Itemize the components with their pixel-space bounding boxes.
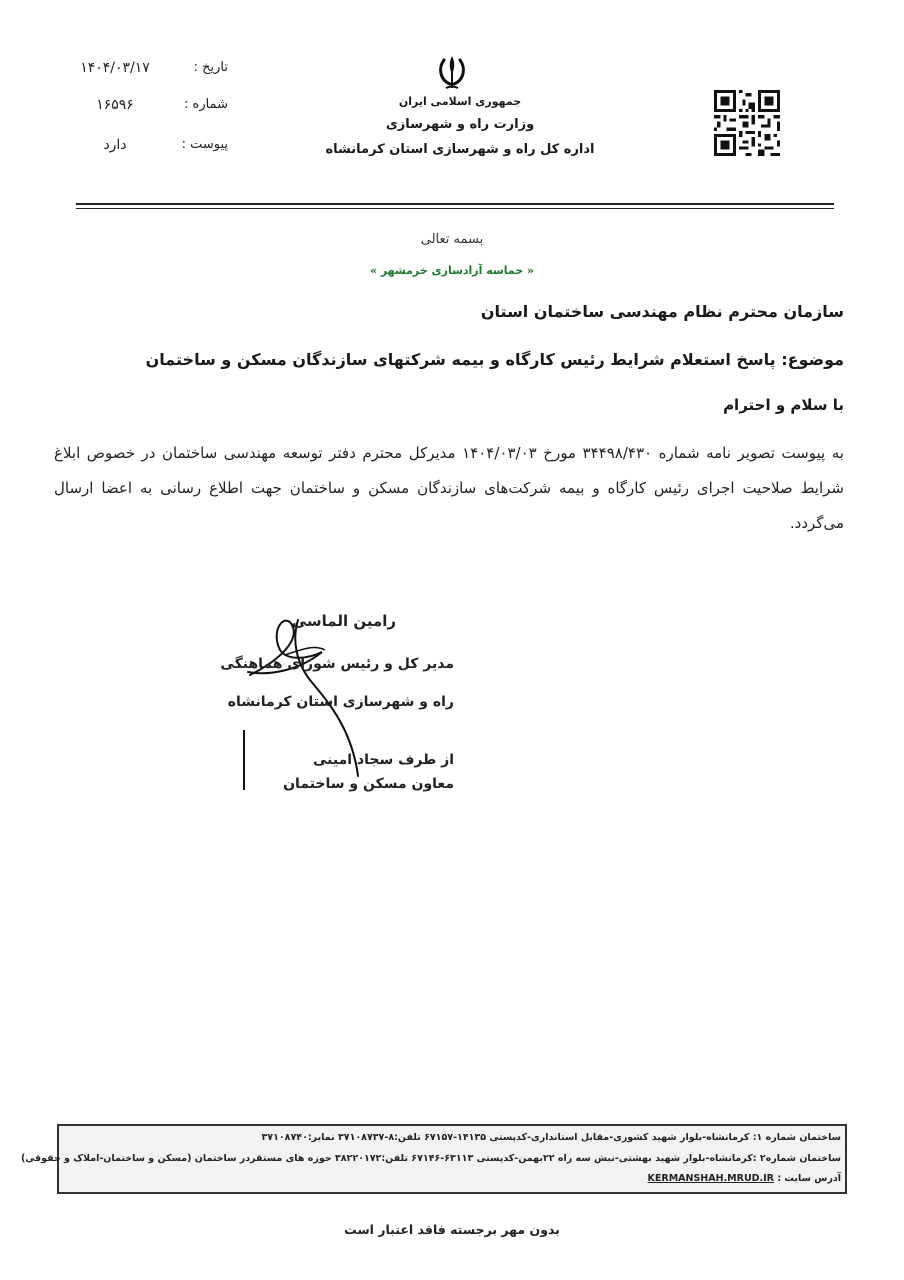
country-name: جمهوری اسلامی ایران: [398, 95, 522, 108]
number-row: [60, 97, 250, 119]
number-label: شماره :: [184, 97, 228, 112]
on-behalf-line: از طرف سجاد امینی: [313, 752, 454, 768]
attachment-row: [60, 137, 250, 159]
footer-building1: ساختمان شماره ۱: کرمانشاه-بلوار شهید کشوری-مقابل استانداری-کدپستی ۱۴۱۳۵-۶۷۱۵۷ تلفن:۸-۳۷۱۰۸۷۳۷ نمابر:۳۷۱۰۸۷۴۰: [261, 1132, 841, 1143]
motto: « حماسه آزادسازی خرمشهر »: [369, 264, 535, 277]
footer-address-box: [20, 1124, 847, 1194]
deputy-title: معاون مسکن و ساختمان: [283, 776, 454, 792]
letter-body: به پیوست تصویر نامه شماره ۳۴۴۹۸/۴۳۰ مورخ ۱۴۰۴/۰۳/۰۳ مدیرکل محترم دفتر توسعه مهندسی ساختمان در خصوص ابلاغ شرایط صلاحیت اجرای رئیس کارگاه و بیمه شرکت‌های سازندگان مسکن و ساختمان جهت اطلاع رسانی به اعضا ارسال می‌گردد.: [54, 444, 844, 532]
number-value: ۱۶۵۹۶: [96, 97, 134, 113]
attachment-value: دارد: [103, 137, 127, 153]
basmala: بسمه تعالی: [420, 232, 484, 247]
office-name: اداره کل راه و شهرسازی استان کرمانشاه: [325, 142, 595, 157]
footer-website-row: [648, 1173, 841, 1184]
footer-notice: بدون مهر برجسته فاقد اعتبار است: [344, 1222, 560, 1237]
date-row: [60, 60, 250, 82]
footer-website-label: آدرس سایت :: [777, 1173, 841, 1184]
footer-website-link[interactable]: KERMANSHAH.MRUD.IR: [647, 1173, 775, 1184]
ministry-name: وزارت راه و شهرسازی: [385, 117, 535, 132]
date-value: ۱۴۰۴/۰۳/۱۷: [80, 60, 150, 76]
signer-title-line2: راه و شهرسازی استان کرمانشاه: [227, 694, 454, 710]
footer-building2: ساختمان شماره۲ :کرمانشاه-بلوار شهید بهشتی-نبش سه راه ۲۲بهمن-کدپستی ۶۳۱۱۳-۶۷۱۴۶ تلفن:۳۸۲۲۰۱۷۲ حوزه های مستقردر ساختمان (مسکن و ساختمان-املاک و حقوقی): [20, 1153, 841, 1164]
signer-name: رامین الماسی: [291, 612, 396, 630]
greeting: با سلام و احترام: [723, 396, 844, 414]
signer-title-line1: مدیر کل و رئیس شورای هماهنگی: [220, 656, 454, 672]
subject: موضوع: پاسخ استعلام شرایط رئیس کارگاه و بیمه شرکتهای سازندگان مسکن و ساختمان: [145, 350, 844, 369]
iran-emblem-icon: [432, 52, 472, 92]
recipient: سازمان محترم نظام مهندسی ساختمان استان: [480, 302, 844, 321]
qr-code-icon: [714, 90, 780, 156]
date-label: تاریخ :: [193, 60, 228, 75]
header-divider-bottom: [76, 208, 834, 209]
header-divider-top: [76, 203, 834, 205]
attachment-label: پیوست :: [181, 137, 228, 152]
